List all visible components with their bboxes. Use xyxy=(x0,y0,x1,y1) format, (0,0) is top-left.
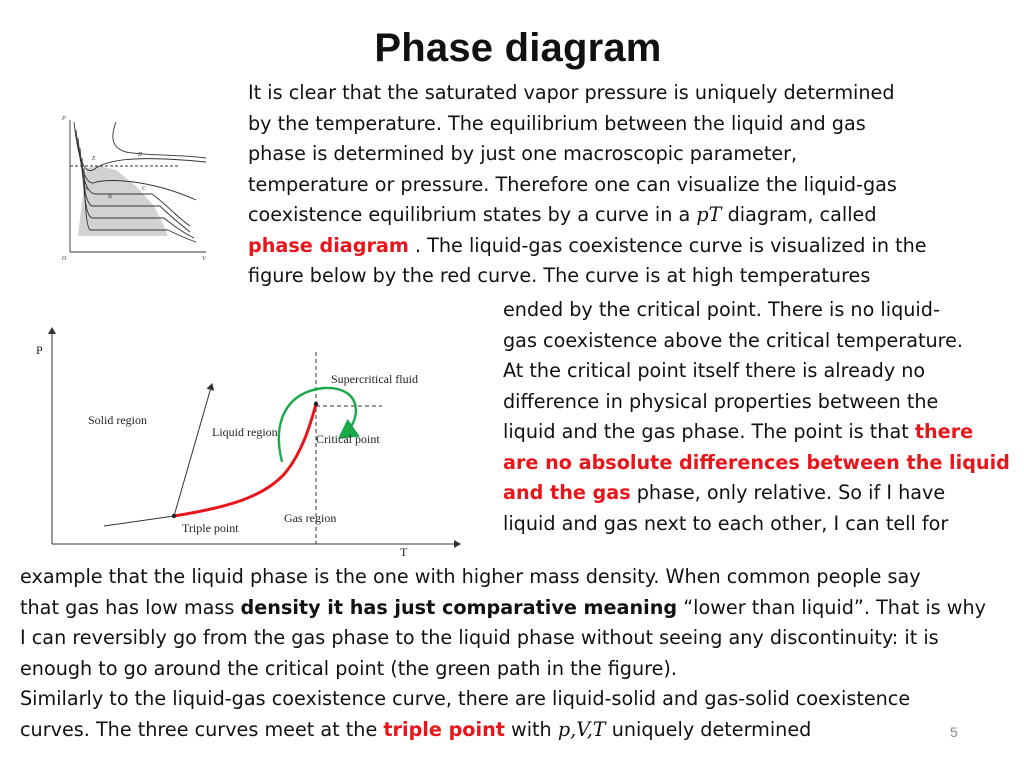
small-label-c: C xyxy=(142,186,147,192)
liquid-region-label: Liquid region xyxy=(212,425,278,439)
phase-diagram-highlight: phase diagram xyxy=(248,233,409,257)
slide-number: 5 xyxy=(950,724,958,740)
right-line-2: gas coexistence above the critical temperature. xyxy=(503,328,964,352)
gas-region-label: Gas region xyxy=(284,511,337,525)
intro-line-2: by the temperature. The equilibrium between the liquid and gas xyxy=(248,111,866,135)
slide-title: Phase diagram xyxy=(374,26,662,70)
liquid-gas-coexistence-curve xyxy=(174,404,316,516)
small-label-b: B xyxy=(108,194,112,200)
intro-line-4: temperature or pressure. Therefore one can visualize the liquid-gas xyxy=(248,172,897,196)
intro-paragraph xyxy=(248,78,927,292)
small-label-a: A xyxy=(84,186,88,192)
triple-point-label: Triple point xyxy=(182,521,239,535)
right-line-6: are no absolute differences between the liquid xyxy=(503,450,1010,474)
right-line-3: At the critical point itself there is already no xyxy=(503,359,926,382)
isotherm-1 xyxy=(74,122,206,171)
green-path-around-critical-point xyxy=(279,388,356,462)
pt-phase-diagram xyxy=(24,322,472,560)
bottom-line-4: enough to go around the critical point (the green path in the figure). xyxy=(20,656,678,680)
small-label-e: E xyxy=(92,156,96,162)
right-line-5: liquid and the gas phase. The point is that there xyxy=(503,420,974,443)
triple-point-dot xyxy=(172,514,176,518)
pt-axis-t-label: T xyxy=(400,545,408,559)
small-axis-p-label: P xyxy=(62,116,66,122)
intro-line-1: It is clear that the saturated vapor pressure is uniquely determined xyxy=(248,81,895,104)
gas-solid-curve xyxy=(104,516,174,526)
right-paragraph xyxy=(503,295,1010,539)
intro-line-6: phase diagram . The liquid-gas coexistence curve is visualized in the xyxy=(248,233,927,257)
right-line-1: ended by the critical point. There is no liquid- xyxy=(503,298,940,321)
bottom-paragraph xyxy=(20,562,986,745)
intro-line-5: coexistence equilibrium states by a curve in a pT diagram, called xyxy=(248,203,877,226)
critical-point-dot xyxy=(314,402,318,406)
right-line-4: difference in physical properties between the xyxy=(503,389,939,413)
bottom-line-6: curves. The three curves meet at the triple point with p,V,T uniquely determined xyxy=(20,717,812,741)
pt-axis-p-label: P xyxy=(36,343,43,357)
coexistence-dome xyxy=(78,166,168,236)
isotherm-7 xyxy=(113,122,206,158)
bottom-line-3: I can reversibly go from the gas phase to the liquid phase without seeing any discontinuity: it is xyxy=(20,626,939,649)
bottom-line-5: Similarly to the liquid-gas coexistence curve, there are liquid-solid and gas-solid coexistence xyxy=(20,687,911,710)
pv-isotherm-diagram xyxy=(56,108,216,266)
triple-point-highlight: triple point xyxy=(383,717,505,741)
bottom-line-1: example that the liquid phase is the one with higher mass density. When common people say xyxy=(20,565,921,588)
intro-line-3: phase is determined by just one macroscopic parameter, xyxy=(248,142,798,165)
bottom-line-2: that gas has low mass density it has just comparative meaning “lower than liquid”. That is why xyxy=(20,595,986,619)
solid-liquid-curve xyxy=(174,384,212,516)
right-line-7: and the gas phase, only relative. So if I have xyxy=(503,481,946,504)
intro-line-7: figure below by the red curve. The curve is at high temperatures xyxy=(248,264,871,287)
small-label-d: D xyxy=(138,152,143,158)
solid-region-label: Solid region xyxy=(88,413,147,427)
small-origin-label: O xyxy=(62,256,67,262)
small-axis-v-label: V xyxy=(202,256,206,262)
supercritical-fluid-label: Supercritical fluid xyxy=(331,372,418,386)
right-line-8: liquid and gas next to each other, I can tell for xyxy=(503,511,949,535)
critical-point-label: Critical point xyxy=(316,432,380,446)
